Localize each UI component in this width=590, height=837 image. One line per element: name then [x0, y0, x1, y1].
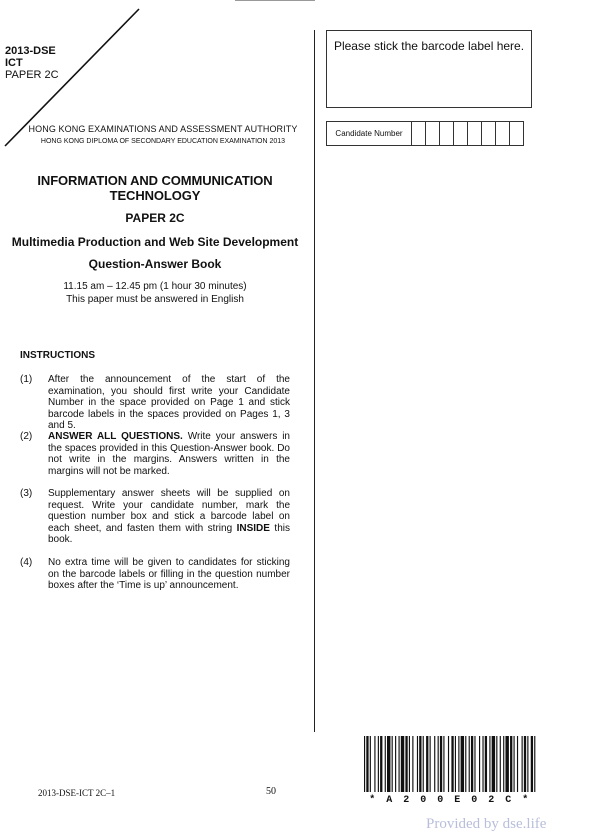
candidate-digit-box[interactable] — [412, 121, 426, 146]
barcode-bar — [419, 736, 421, 792]
instruction-number: (4) — [20, 557, 33, 568]
time-block — [0, 280, 310, 306]
language-note: This paper must be answered in English — [66, 294, 244, 305]
instruction-item — [20, 374, 290, 432]
barcode-bar — [503, 736, 504, 792]
barcode-text: * A 2 0 0 E 0 2 C * — [369, 795, 531, 806]
provided-by-watermark: Provided by dse.life — [426, 816, 547, 832]
instruction-item — [20, 557, 290, 592]
exam-code: 2013-DSE — [5, 45, 56, 57]
candidate-digit-box[interactable] — [440, 121, 454, 146]
barcode-bar — [374, 736, 375, 792]
authority-name: HONG KONG EXAMINATIONS AND ASSESSMENT AUTHORITY — [28, 124, 298, 134]
barcode-bar — [474, 736, 475, 792]
barcode-bar — [423, 736, 424, 792]
barcode-bar — [366, 736, 368, 792]
instruction-item — [20, 431, 290, 477]
barcode-bar — [471, 736, 473, 792]
candidate-number-label: Candidate Number — [326, 121, 412, 146]
footer-paper-code: 2013-DSE-ICT 2C–1 — [38, 788, 116, 798]
footer-page-number: 50 — [266, 786, 276, 797]
candidate-digit-box[interactable] — [468, 121, 482, 146]
instructions-heading: INSTRUCTIONS — [20, 350, 95, 361]
barcode-bar — [522, 736, 523, 792]
instruction-text — [48, 488, 290, 546]
barcode-bar — [524, 736, 526, 792]
barcode-graphic — [364, 736, 536, 792]
instruction-item — [20, 488, 290, 546]
barcode-bar — [443, 736, 444, 792]
instruction-text-part: this book. — [48, 522, 290, 545]
instruction-text — [48, 374, 290, 432]
barcode-bar — [370, 736, 371, 792]
instruction-text — [48, 431, 290, 477]
barcode-bar — [430, 736, 431, 792]
barcode-bar — [531, 736, 533, 792]
barcode-bar — [455, 736, 456, 792]
barcode-bar — [380, 736, 382, 792]
candidate-digit-box[interactable] — [496, 121, 510, 146]
barcode-bar — [485, 736, 487, 792]
candidate-digit-box[interactable] — [426, 121, 440, 146]
barcode-bar — [401, 736, 404, 792]
barcode-bar — [465, 736, 466, 792]
title-block — [0, 173, 310, 271]
candidate-digit-box[interactable] — [454, 121, 468, 146]
instruction-text-bold: INSIDE — [236, 522, 270, 534]
module-title: Multimedia Production and Web Site Development — [11, 235, 299, 249]
barcode-bar — [492, 736, 495, 792]
barcode-bar — [489, 736, 490, 792]
candidate-digit-box[interactable] — [482, 121, 496, 146]
barcode-bar — [412, 736, 413, 792]
paper-code: PAPER 2C — [5, 69, 59, 81]
exam-code-block — [5, 45, 59, 81]
barcode-bar — [448, 736, 449, 792]
instruction-number: (1) — [20, 374, 33, 385]
paper-title: PAPER 2C — [125, 211, 185, 225]
barcode-bar — [440, 736, 442, 792]
instruction-number: (2) — [20, 431, 33, 442]
barcode-bar — [385, 736, 386, 792]
barcode-bar — [479, 736, 480, 792]
barcode-bar — [392, 736, 393, 792]
subject-title: INFORMATION AND COMMUNICATION TECHNOLOGY — [37, 173, 273, 203]
instruction-text-bold: ANSWER ALL QUESTIONS. — [48, 431, 183, 442]
top-edge-line — [235, 0, 315, 1]
instruction-number: (3) — [20, 488, 33, 499]
barcode-bar — [505, 736, 508, 792]
instruction-text — [48, 557, 290, 592]
exam-time: 11.15 am – 12.45 pm (1 hour 30 minutes) — [63, 281, 247, 292]
instruction-text-part: No extra time will be given to candidates for sticking on the barcode labels or filling in the question number boxes after the ‘Time is up’ announcement. — [48, 557, 290, 591]
barcode-bar — [417, 736, 418, 792]
authority-block — [18, 124, 308, 145]
barcode-bar — [469, 736, 470, 792]
barcode-bar — [458, 736, 459, 792]
barcode-bar — [395, 736, 396, 792]
barcode-bar — [409, 736, 410, 792]
barcode-bar — [496, 736, 497, 792]
barcode-bar — [405, 736, 407, 792]
book-title: Question-Answer Book — [88, 257, 222, 271]
barcode-bar — [364, 736, 365, 792]
barcode-bar — [438, 736, 439, 792]
barcode-label-box — [326, 30, 532, 108]
barcode-bar — [434, 736, 435, 792]
barcode-bar — [527, 736, 528, 792]
barcode-bar — [534, 736, 535, 792]
barcode-bar — [482, 736, 483, 792]
barcode-bar — [514, 736, 515, 792]
barcode-bar — [378, 736, 379, 792]
candidate-digit-box[interactable] — [510, 121, 524, 146]
subject-code: ICT — [5, 57, 23, 69]
barcode-bar — [500, 736, 501, 792]
barcode-label-instruction: Please stick the barcode label here. — [333, 39, 525, 53]
barcode-bar — [461, 736, 464, 792]
barcode-bar — [399, 736, 400, 792]
instruction-text-part: After the announcement of the start of the examination, you should first write your Candidate Number in the space provided on Page 1 and stick barcode labels in the spaces provided on Pages 1, 3 and 5. — [48, 374, 290, 431]
barcode-bar — [510, 736, 512, 792]
instruction-text-part: Write your answers in the spaces provided in this Question-Answer book. Do not write in the margins. Answers written in the margins will not be marked. — [48, 431, 290, 477]
barcode-bar — [517, 736, 518, 792]
barcode-bar — [426, 736, 428, 792]
vertical-divider — [314, 30, 315, 732]
barcode-bar — [451, 736, 453, 792]
candidate-number-row — [326, 121, 524, 146]
exam-name: HONG KONG DIPLOMA OF SECONDARY EDUCATION EXAMINATION 2013 — [40, 138, 286, 145]
barcode-bar — [387, 736, 390, 792]
instruction-text-part: Supplementary answer sheets will be supplied on request. Write your candidate number, mark the question number box and stick a barcode label on each sheet, and fasten them with string — [48, 488, 290, 534]
